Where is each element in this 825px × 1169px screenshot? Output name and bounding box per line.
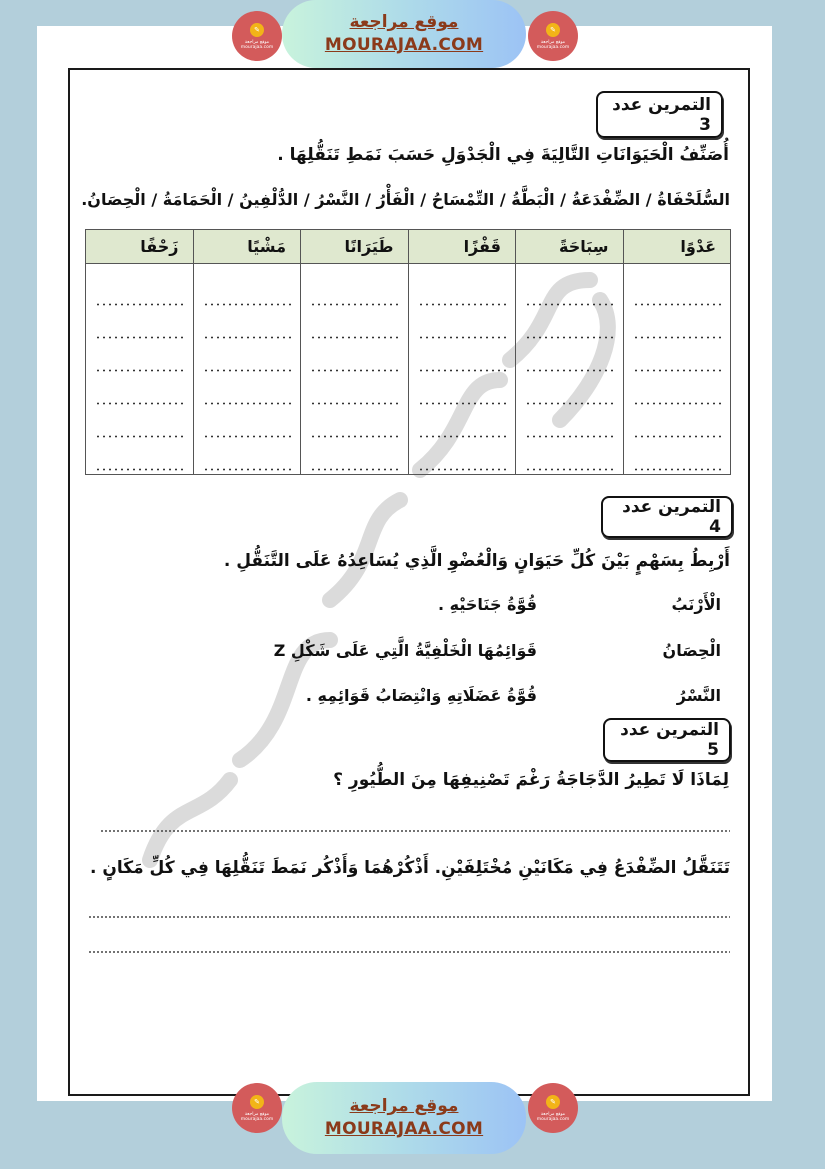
- exercise-4-instruction: أَرْبِطُ بِسَهْمٍ بَيْنَ كُلِّ حَيَوَانٍ وَالْعُضْوِ الَّذِي يُسَاعِدُهُ عَلَى التَّنَقُّلِ .: [223, 551, 730, 571]
- book-icon: ✎: [250, 23, 264, 37]
- exercise-4-title: التمرين عدد 4: [601, 496, 733, 538]
- site-banner-top[interactable]: [282, 0, 526, 68]
- answer-cell-swimming[interactable]: [516, 264, 624, 475]
- match-organ-muscles[interactable]: قُوَّةُ عَضَلَاتِهِ وَانْتِصَابُ قَوَائِمِهِ .: [305, 686, 537, 705]
- banner-arabic-title: موقع مراجعة: [349, 1096, 459, 1116]
- banner-site-link[interactable]: MOURAJAA.COM: [324, 1119, 484, 1139]
- classification-table: [85, 229, 731, 475]
- column-header-swimming: سِبَاحَةً: [516, 230, 624, 264]
- banner-arabic-title: موقع مراجعة: [349, 12, 459, 32]
- answer-cell-walking[interactable]: [193, 264, 301, 475]
- column-header-crawling: زَحْفًا: [86, 230, 194, 264]
- site-logo-right-bottom[interactable]: ✎ موقع مراجعة mourajaa.com: [528, 1083, 578, 1133]
- book-icon: ✎: [546, 1095, 560, 1109]
- book-icon: ✎: [250, 1095, 264, 1109]
- match-organ-wings[interactable]: قُوَّةُ جَنَاحَيْهِ .: [437, 595, 537, 614]
- exercise-5-question-2: تَتَنَقَّلُ الضِّفْدَعُ فِي مَكَانَيْنِ مُخْتَلِفَيْنِ. أَذْكُرْهُمَا وَأَذْكُر نَمَطَ تَنَقُّلِهَا فِي كُلِّ مَكَانٍ .: [89, 858, 730, 878]
- exercise-3-instruction: أُصَنِّفُ الْحَيَوَانَاتِ التَّالِيَةَ فِي الْجَدْوَلِ حَسَبَ نَمَطِ تَنَقُّلِهَا .: [277, 145, 729, 165]
- answer-cell-crawling[interactable]: [86, 264, 194, 475]
- answer-cell-flying[interactable]: [301, 264, 409, 475]
- match-organ-hind-legs[interactable]: قَوَائِمُهَا الْخَلْفِيَّةُ الَّتِي عَلَى شَكْلِ Z: [273, 641, 537, 660]
- site-logo-right-top[interactable]: ✎ موقع مراجعة mourajaa.com: [528, 11, 578, 61]
- site-logo-left-bottom[interactable]: ✎ موقع مراجعة mourajaa.com: [232, 1083, 282, 1133]
- column-header-walking: مَشْيًا: [193, 230, 301, 264]
- column-header-flying: طَيَرَانًا: [301, 230, 409, 264]
- answer-cell-jumping[interactable]: [408, 264, 516, 475]
- column-header-jumping: قَفْزًا: [408, 230, 516, 264]
- answer-line-2[interactable]: [88, 916, 730, 918]
- exercise-5-title: التمرين عدد 5: [603, 718, 731, 762]
- exercise-5-question-1: لِمَاذَا لَا تَطِيرُ الدَّجَاجَةُ رَغْمَ تَصْنِيفِهَا مِنَ الطُّيُورِ ؟: [333, 770, 729, 790]
- site-logo-left-top[interactable]: ✎ موقع مراجعة mourajaa.com: [232, 11, 282, 61]
- column-header-running: عَدْوًا: [623, 230, 731, 264]
- book-icon: ✎: [546, 23, 560, 37]
- answer-line-1[interactable]: [100, 830, 730, 832]
- match-animal-rabbit[interactable]: الْأَرْنَبُ: [671, 595, 721, 614]
- site-banner-bottom[interactable]: [282, 1082, 526, 1154]
- answer-cell-running[interactable]: [623, 264, 731, 475]
- banner-site-link[interactable]: MOURAJAA.COM: [324, 35, 484, 55]
- match-animal-eagle[interactable]: النَّسْرُ: [676, 686, 721, 705]
- exercise-3-title: التمرين عدد 3: [596, 91, 723, 138]
- exercise-3-animal-list: السُّلَحْفَاةُ / الضِّفْدَعَةُ / الْبَطَّةُ / التِّمْسَاحُ / الْفَأْرُ / النَّسْرُ / الدُّلْفِينُ / الْحَمَامَةُ / الْحِصَانُ.: [81, 190, 730, 209]
- answer-line-3[interactable]: [88, 951, 730, 953]
- match-animal-horse[interactable]: الْحِصَانُ: [662, 641, 721, 660]
